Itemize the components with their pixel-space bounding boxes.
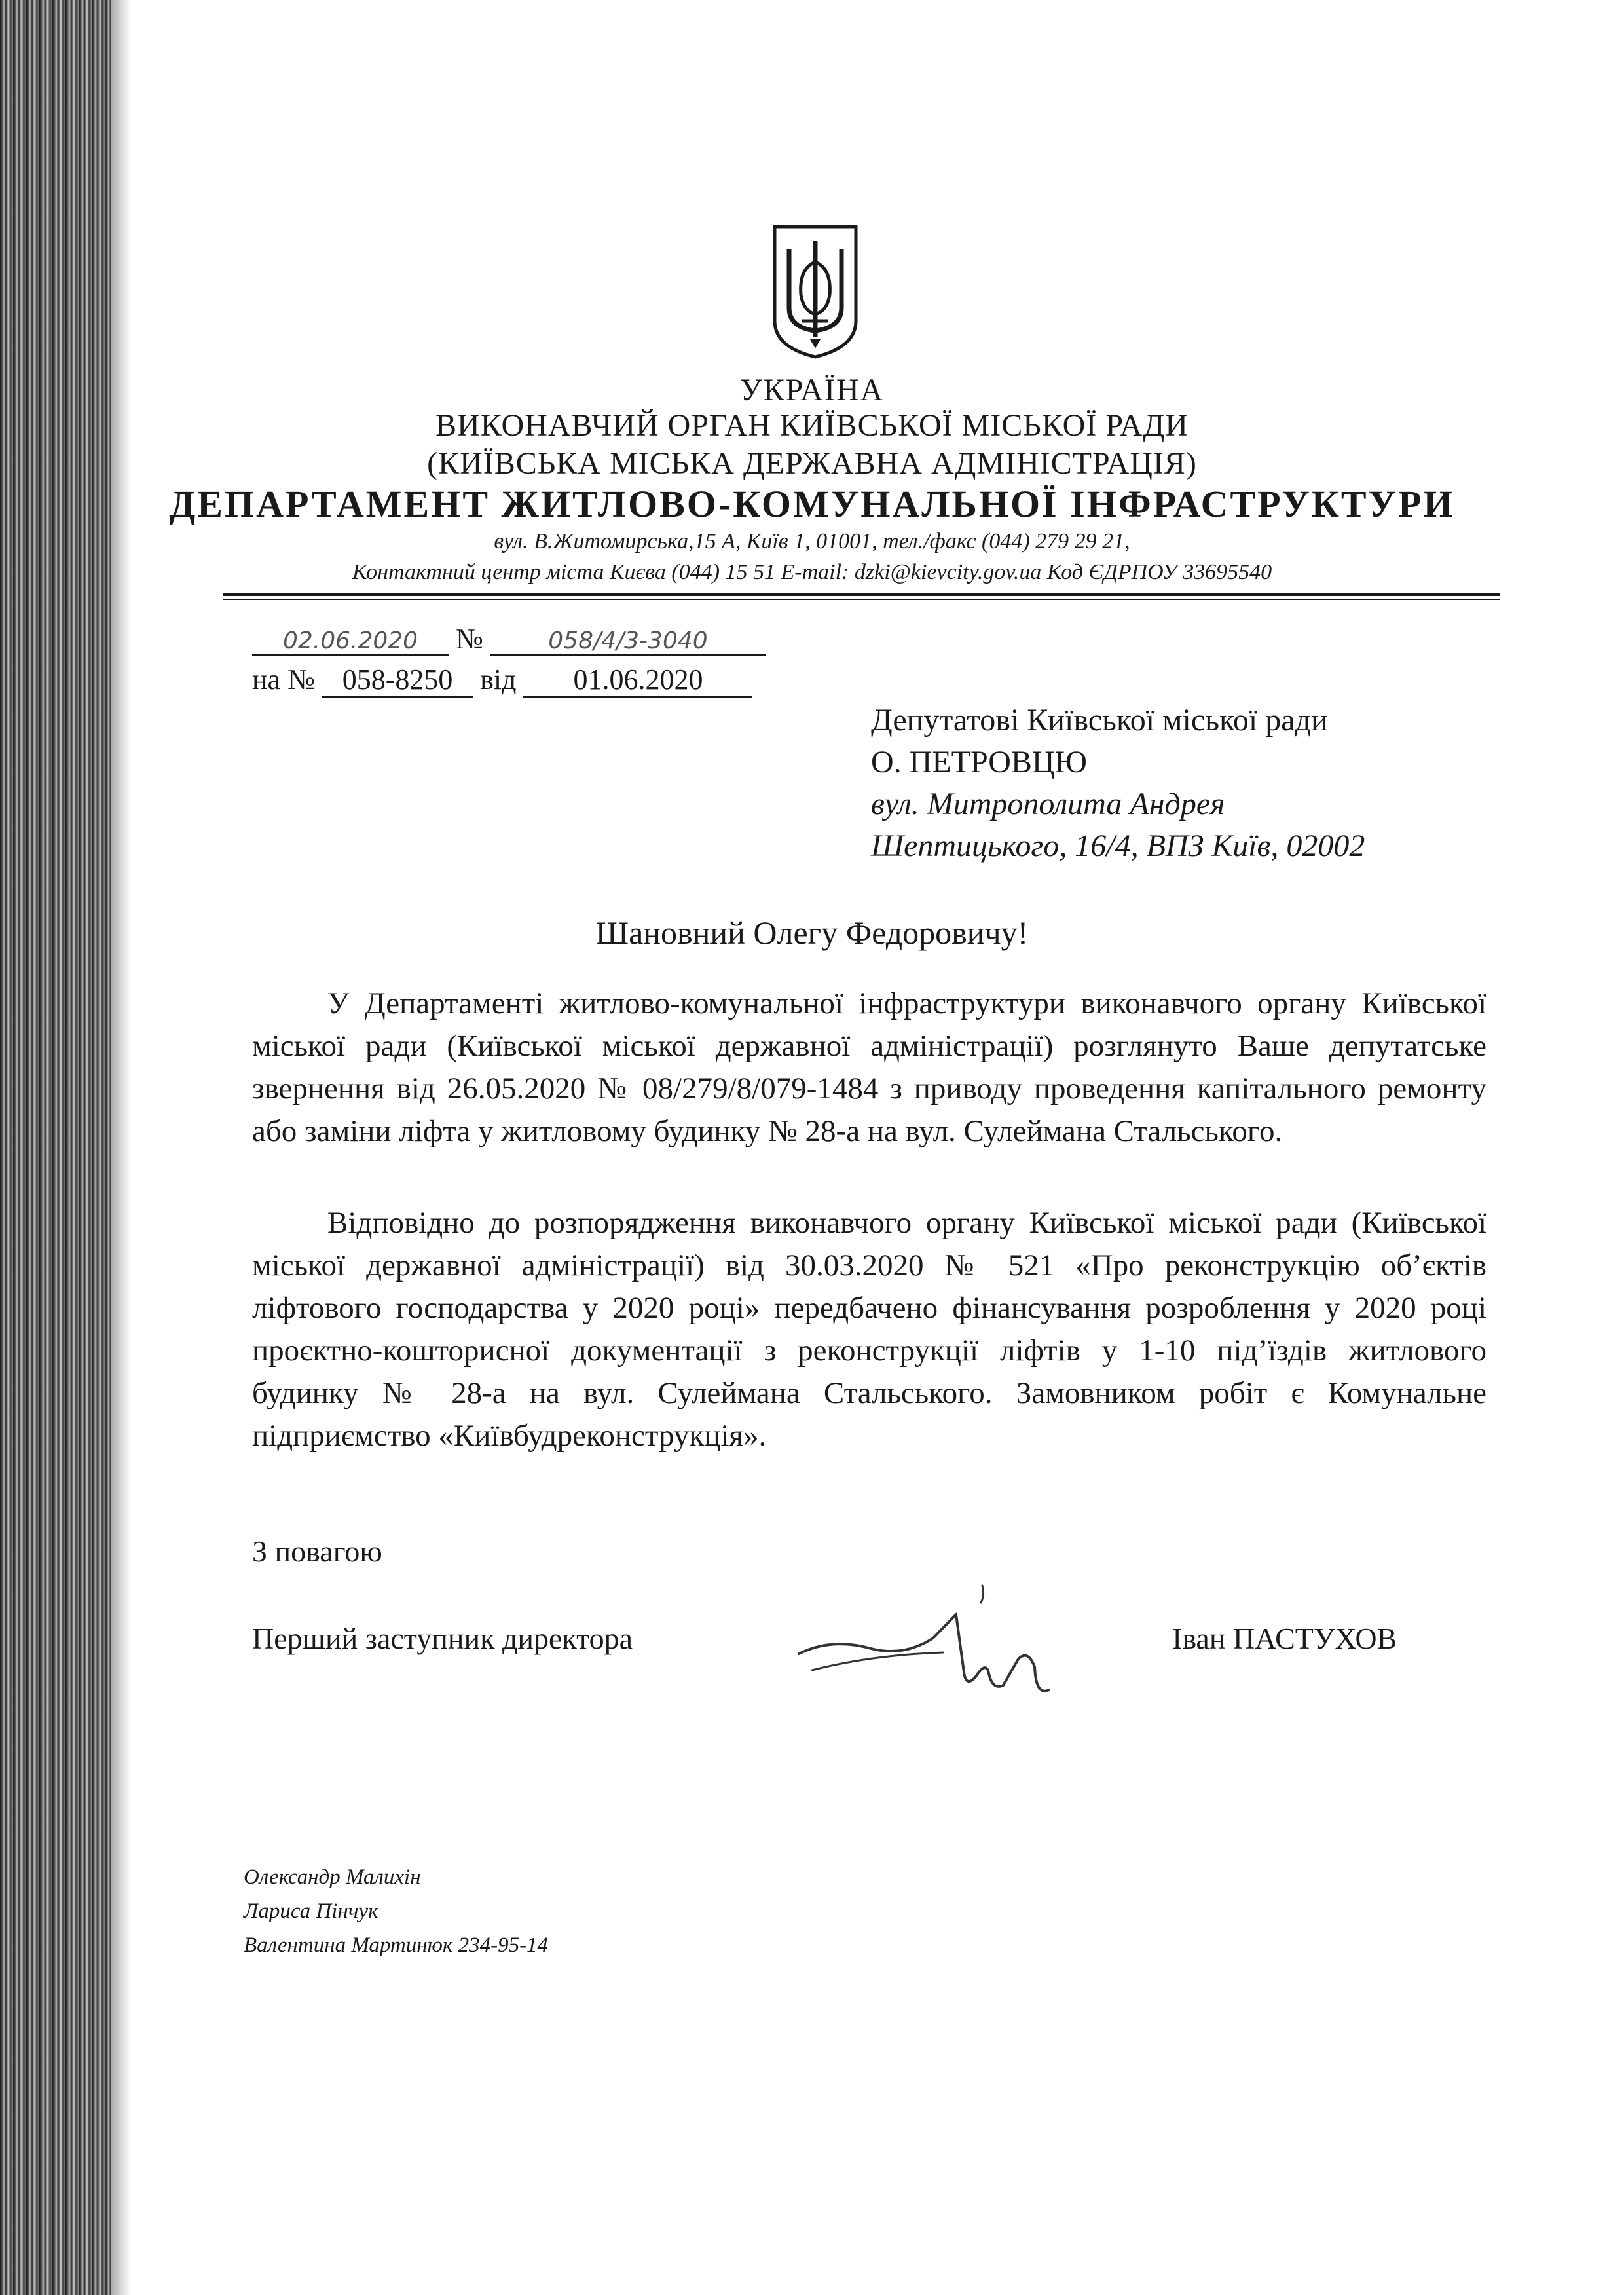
addressee-city: Шептицького, 16/4, ВПЗ Київ, 02002 [871,829,1365,863]
closing-regards: З повагою [252,1535,382,1568]
addressee-block [871,700,1365,867]
from-label: від [480,663,517,696]
handwritten-signature [792,1575,1094,1719]
header-rule-thin [223,599,1500,600]
header-rule-thick [223,593,1500,596]
outgoing-date: 02.06.2020 [252,627,449,656]
salutation: Шановний Олегу Федоровичу! [595,914,1029,951]
header-authority: ВИКОНАВЧИЙ ОРГАН КИЇВСЬКОЇ МІСЬКОЇ РАДИ [435,408,1189,443]
body-paragraph-1: У Департаменті житлово-комунальної інфраструктури виконавчого органу Київської міської ради (Київської міської державної адміністрації) розглянуто Ваше депутатське звернення від 26.05.2020 № 08/279/8/079-1484 з приводу проведення капітального ремонту або заміни ліфта у житловому будинку № 28-а на вул. Сулеймана Стальського. [252,986,1486,1148]
number-label: № [456,623,483,655]
header-authority-alt: (КИЇВСЬКА МІСЬКА ДЕРЖАВНА АДМІНІСТРАЦІЯ) [427,446,1197,481]
signer-position: Перший заступник директора [252,1622,633,1655]
reply-prefix: на № [252,663,316,696]
contact-line-2: Лариса Пінчук [244,1899,378,1923]
reply-number: 058-8250 [322,663,473,698]
contact-line-1: Олександр Малихін [244,1865,421,1889]
addressee-title: Депутатові Київської міської ради [871,703,1328,737]
outgoing-registration [252,622,766,656]
addressee-street: вул. Митрополита Андрея [871,787,1225,821]
outgoing-number: 058/4/3-3040 [490,627,766,656]
body-paragraph-2: Відповідно до розпорядження виконавчого органу Київської міської ради (Київської міської державної адміністрації) від 30.03.2020 № 521 «Про реконструкцію об’єктів ліфтового господарства у 2020 році» передбачено фінансування розроблення у 2020 році проєктно-кошторисної документації з реконструкції ліфтів у 1-10 під’їздів житлового будинку № 28-а на вул. Сулеймана Стальського. Замовником робіт є Комунальне підприємство «Київбудреконструкція». [252,1206,1486,1453]
reply-date: 01.06.2020 [523,663,752,698]
header-country: УКРАЇНА [739,373,885,407]
contacts-block [244,1860,548,1962]
contact-line-3: Валентина Мартинюк 234-95-14 [244,1933,549,1957]
trident-emblem-icon [769,223,861,360]
header-department: ДЕПАРТАМЕНТ ЖИТЛОВО-КОМУНАЛЬНОЇ ІНФРАСТРУКТУРИ [169,483,1455,525]
header-address-line2: Контактний центр міста Києва (044) 15 51 E-mail: dzki@kievcity.gov.ua Код ЄДРПОУ 33695540 [352,560,1272,584]
signer-name: Іван ПАСТУХОВ [1172,1622,1397,1655]
scan-edge-shading [0,0,111,2295]
reply-registration [252,663,752,698]
addressee-name: О. ПЕТРОВЦЮ [871,745,1087,779]
header-address-line1: вул. В.Житомирська,15 А, Київ 1, 01001, тел./факс (044) 279 29 21, [494,529,1130,553]
